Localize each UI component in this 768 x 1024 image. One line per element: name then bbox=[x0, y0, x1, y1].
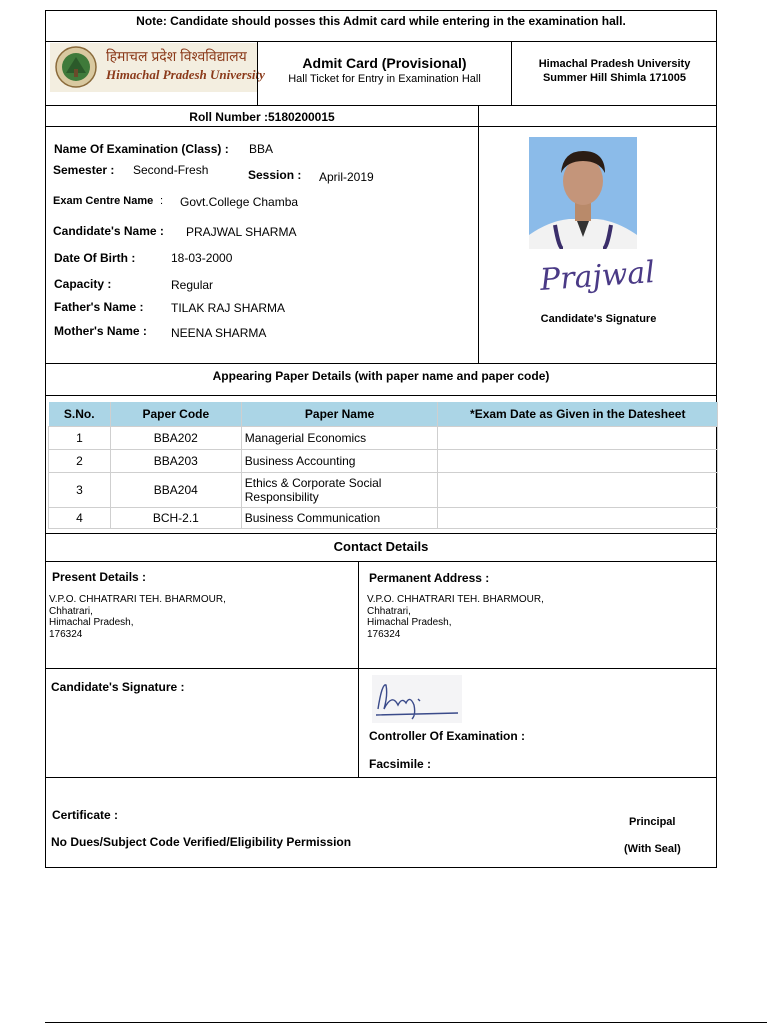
row-name: Managerial Economics bbox=[241, 427, 438, 450]
present-line: V.P.O. CHHATRARI TEH. BHARMOUR, bbox=[49, 594, 226, 605]
row-sno: 2 bbox=[49, 450, 111, 473]
permanent-line: V.P.O. CHHATRARI TEH. BHARMOUR, bbox=[367, 594, 544, 605]
table-row bbox=[49, 450, 718, 473]
logo-hindi: हिमाचल प्रदेश विश्वविद्यालय bbox=[106, 48, 247, 64]
exam-label: Name Of Examination (Class) : bbox=[54, 142, 229, 156]
permanent-address bbox=[367, 594, 544, 640]
emblem-icon bbox=[52, 45, 100, 90]
row-name: Business Communication bbox=[241, 508, 438, 529]
candidate-signature-image: Prajwal bbox=[538, 255, 656, 298]
present-line: Himachal Pradesh, bbox=[49, 617, 134, 628]
papers-header-row bbox=[49, 402, 718, 427]
principal-label: Principal bbox=[629, 816, 676, 828]
admit-card-subtitle: Hall Ticket for Entry in Examination Hall bbox=[288, 73, 481, 85]
centre-value: Govt.College Chamba bbox=[180, 195, 299, 209]
table-row bbox=[49, 508, 718, 529]
row-date bbox=[438, 450, 718, 473]
dob-label: Date Of Birth : bbox=[54, 251, 136, 265]
contact-title: Contact Details bbox=[333, 539, 429, 554]
candidate-signature-label: Candidate's Signature : bbox=[51, 680, 185, 694]
note-text: Note: Candidate should posses this Admit card while entering in the examination hall. bbox=[136, 14, 626, 28]
row-code: BCH-2.1 bbox=[110, 508, 241, 529]
seal-label: (With Seal) bbox=[624, 843, 681, 855]
exam-value: BBA bbox=[249, 142, 274, 156]
capacity-value: Regular bbox=[171, 278, 214, 292]
certificate-text: No Dues/Subject Code Verified/Eligibility Permission bbox=[51, 835, 352, 849]
candidate-photo bbox=[529, 137, 637, 249]
permanent-line: Himachal Pradesh, bbox=[367, 617, 452, 628]
capacity-label: Capacity : bbox=[54, 277, 112, 291]
controller-signature-image bbox=[372, 675, 462, 723]
semester-value: Second-Fresh bbox=[133, 163, 209, 177]
row-sno: 4 bbox=[49, 508, 111, 529]
admit-card bbox=[45, 10, 717, 868]
centre-label: Exam Centre Name bbox=[53, 195, 154, 207]
row-sno: 3 bbox=[49, 473, 111, 508]
dob-value: 18-03-2000 bbox=[171, 251, 233, 265]
certificate-label: Certificate : bbox=[52, 808, 119, 822]
father-label: Father's Name : bbox=[54, 300, 144, 314]
row-code: BBA204 bbox=[110, 473, 241, 508]
page-bottom-rule bbox=[45, 1022, 767, 1023]
table-row bbox=[49, 427, 718, 450]
row-code: BBA203 bbox=[110, 450, 241, 473]
permanent-line: Chhatrari, bbox=[367, 605, 411, 617]
present-line: Chhatrari, bbox=[49, 605, 93, 617]
permanent-line: 176324 bbox=[367, 628, 401, 640]
present-label: Present Details : bbox=[52, 570, 147, 584]
signature-caption: Candidate's Signature bbox=[540, 313, 657, 325]
admit-card-title: Admit Card (Provisional) bbox=[302, 55, 467, 71]
row-code: BBA202 bbox=[110, 427, 241, 450]
row-date bbox=[438, 427, 718, 450]
semester-label: Semester : bbox=[53, 163, 115, 177]
row-name: Ethics & Corporate Social Responsibility bbox=[241, 473, 438, 508]
row-date bbox=[438, 508, 718, 529]
session-value: April-2019 bbox=[319, 170, 374, 184]
header-sno: S.No. bbox=[49, 402, 111, 427]
mother-value: NEENA SHARMA bbox=[171, 326, 267, 340]
header-code: Paper Code bbox=[110, 402, 241, 427]
name-value: PRAJWAL SHARMA bbox=[186, 225, 297, 239]
name-label: Candidate's Name : bbox=[53, 224, 164, 238]
roll-number: Roll Number :5180200015 bbox=[189, 110, 335, 124]
university-name: Himachal Pradesh University bbox=[538, 58, 691, 70]
row-sno: 1 bbox=[49, 427, 111, 450]
facsimile-label: Facsimile : bbox=[369, 757, 432, 771]
row-date bbox=[438, 473, 718, 508]
university-logo bbox=[50, 43, 265, 92]
papers-title: Appearing Paper Details (with paper name and paper code) bbox=[212, 369, 550, 383]
university-address: Summer Hill Shimla 171005 bbox=[542, 72, 687, 84]
permanent-label: Permanent Address : bbox=[369, 571, 490, 585]
header-date: *Exam Date as Given in the Datesheet bbox=[438, 402, 718, 427]
papers-table bbox=[48, 402, 718, 529]
controller-label: Controller Of Examination : bbox=[369, 729, 526, 743]
mother-label: Mother's Name : bbox=[54, 324, 147, 338]
session-label: Session : bbox=[248, 168, 302, 182]
centre-colon: : bbox=[160, 195, 164, 207]
present-line: 176324 bbox=[49, 628, 83, 640]
table-row bbox=[49, 473, 718, 508]
row-name: Business Accounting bbox=[241, 450, 438, 473]
father-value: TILAK RAJ SHARMA bbox=[171, 301, 286, 315]
logo-english: Himachal Pradesh University bbox=[106, 67, 265, 82]
person-photo-icon bbox=[529, 137, 637, 249]
present-address bbox=[49, 594, 226, 640]
header-name: Paper Name bbox=[241, 402, 438, 427]
